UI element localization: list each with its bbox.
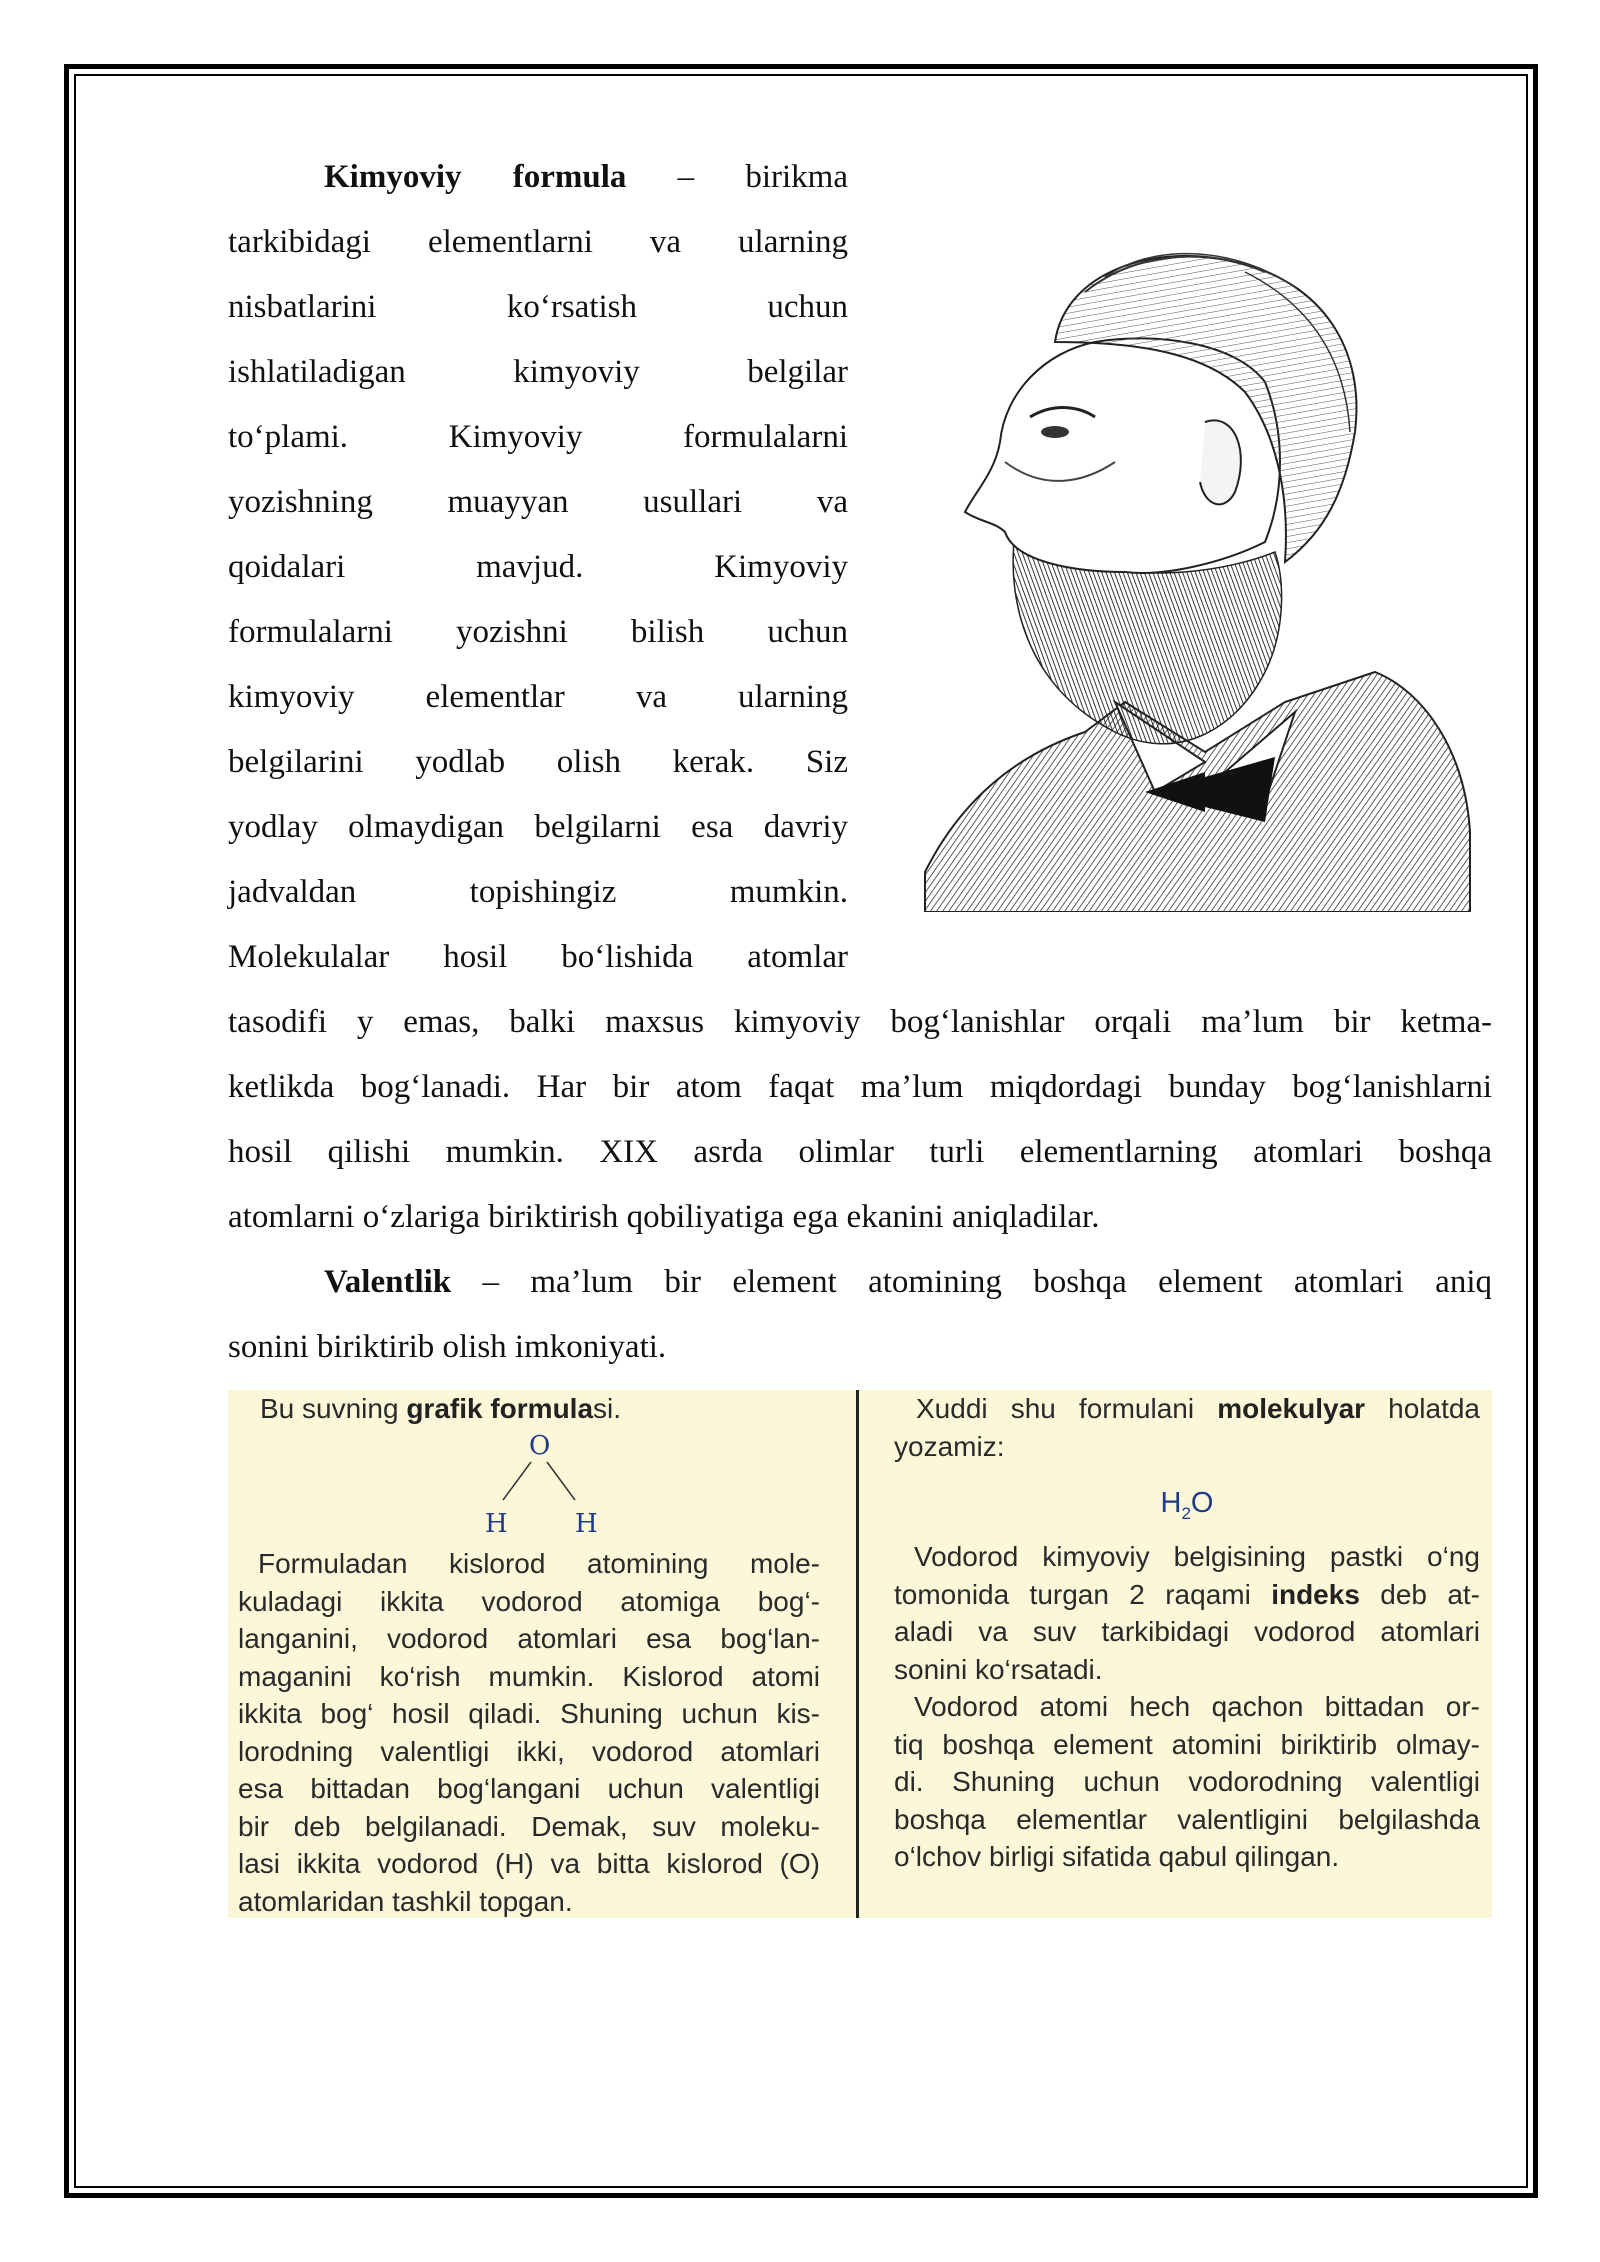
water-molecular-formula bbox=[894, 1485, 1480, 1532]
atom-oxygen: O bbox=[529, 1432, 551, 1461]
intro-paragraph bbox=[228, 145, 848, 990]
formula-index: 2 bbox=[1181, 1503, 1191, 1523]
left-line: lasi ikkita vodorod (H) va bitta kislorod (O) bbox=[238, 1848, 820, 1879]
intro-line: yodlay olmaydigan belgilarni esa davriy bbox=[228, 809, 848, 845]
term-index: indeks bbox=[1271, 1578, 1360, 1610]
right-heading-text: Xuddi shu formulani bbox=[916, 1393, 1218, 1424]
intro-line: to‘plami. Kimyoviy formulalarni bbox=[228, 419, 848, 455]
info-left-column bbox=[238, 1390, 820, 1917]
left-line: langanini, vodorod atomlari esa bog‘lan- bbox=[238, 1623, 820, 1654]
right-line: tiq boshqa element atomini biriktirib olmay- bbox=[894, 1728, 1480, 1760]
right-heading-bold: molekulyar bbox=[1217, 1393, 1366, 1424]
right-heading-suffix: holatda bbox=[1365, 1393, 1480, 1424]
left-heading-bold: grafik formula bbox=[406, 1393, 594, 1424]
right-heading bbox=[894, 1390, 1480, 1428]
left-line: lorodning valentligi ikki, vodorod atomlari bbox=[238, 1735, 820, 1767]
right-line-text: deb at- bbox=[1359, 1578, 1481, 1610]
term-chemical-formula: Kimyoviy formula bbox=[324, 159, 627, 195]
column-divider bbox=[856, 1390, 859, 1918]
intro-line: Molekulalar hosil bo‘lishida atomlar bbox=[228, 939, 848, 975]
right-line bbox=[894, 1576, 1480, 1614]
left-line: Formuladan kislorod atomining mole- bbox=[258, 1548, 820, 1579]
intro-line: formulalarni yozishni bilish uchun bbox=[228, 614, 848, 650]
right-line: boshqa elementlar valentligini belgilashda bbox=[894, 1803, 1480, 1835]
left-line: esa bittadan bog‘langani uchun valentligi bbox=[238, 1773, 820, 1804]
right-line: sonini ko‘rsatadi. bbox=[894, 1653, 1103, 1685]
wide-line: ketlikda bog‘lanadi. Har bir atom faqat ma’lum miqdordagi bunday bog‘lanishlarni bbox=[228, 1069, 1492, 1105]
left-explanation bbox=[238, 1545, 820, 1920]
intro-line: tarkibidagi elementlarni va ularning bbox=[228, 224, 848, 260]
portrait-engraving bbox=[905, 232, 1475, 912]
valence-line: sonini biriktirib olish imkoniyati. bbox=[228, 1329, 667, 1365]
intro-line: jadvaldan topishingiz mumkin. bbox=[228, 874, 848, 910]
right-line-text: tomonida turgan 2 raqami bbox=[894, 1578, 1272, 1610]
info-box bbox=[228, 1390, 1492, 1918]
left-heading-suffix: si. bbox=[593, 1393, 622, 1424]
info-right-column bbox=[894, 1390, 1481, 1872]
atom-hydrogen: H bbox=[485, 1509, 508, 1539]
water-graphic-formula bbox=[463, 1432, 613, 1542]
atom-hydrogen: H bbox=[575, 1509, 598, 1539]
bond-line bbox=[503, 1462, 531, 1500]
formula-oxygen: O bbox=[1190, 1487, 1214, 1519]
right-line: aladi va suv tarkibidagi vodorod atomlari bbox=[894, 1616, 1480, 1647]
right-line: o‘lchov birligi sifatida qabul qilingan. bbox=[894, 1841, 1340, 1872]
intro-line: nisbatlarini ko‘rsatish uchun bbox=[228, 289, 848, 325]
left-line: atomlaridan tashkil topgan. bbox=[238, 1885, 573, 1917]
left-line: bir deb belgilanadi. Demak, suv moleku- bbox=[238, 1810, 820, 1842]
intro-continuation bbox=[228, 990, 1492, 1250]
wide-line: tasodifi y emas, balki maxsus kimyoviy bog‘lanishlar orqali ma’lum bir ketma- bbox=[228, 1004, 1492, 1040]
intro-line: ishlatiladigan kimyoviy belgilar bbox=[228, 354, 848, 390]
intro-line: yozishning muayyan usullari va bbox=[228, 484, 848, 520]
left-line: kuladagi ikkita vodorod atomiga bog‘- bbox=[238, 1585, 820, 1617]
formula-hydrogen: H bbox=[1160, 1487, 1182, 1519]
valence-paragraph bbox=[228, 1250, 1492, 1380]
wide-line: hosil qilishi mumkin. XIX asrda olimlar turli elementlarning atomlari boshqa bbox=[228, 1134, 1492, 1170]
right-line: Vodorod kimyoviy belgisining pastki o‘ng bbox=[914, 1541, 1480, 1572]
wide-line: atomlarni o‘zlariga biriktirish qobiliyatiga ega ekanini aniqladilar. bbox=[228, 1199, 1100, 1235]
right-line: di. Shuning uchun vodorodning valentligi bbox=[894, 1766, 1480, 1797]
right-heading-line2: yozamiz: bbox=[894, 1430, 1005, 1462]
left-heading-text: Bu suvning bbox=[260, 1393, 407, 1424]
valence-line: – ma’lum bir element atomining boshqa element atomlari aniq bbox=[482, 1264, 1492, 1300]
left-line: ikkita bog‘ hosil qiladi. Shuning uchun kis- bbox=[238, 1698, 820, 1729]
right-explanation bbox=[894, 1538, 1480, 1876]
intro-line: qoidalari mavjud. Kimyoviy bbox=[228, 549, 848, 585]
intro-line: – birikma bbox=[677, 159, 848, 195]
left-line: maganini ko‘rish mumkin. Kislorod atomi bbox=[238, 1660, 820, 1692]
intro-line: belgilarini yodlab olish kerak. Siz bbox=[228, 744, 848, 780]
bond-line bbox=[547, 1462, 575, 1500]
right-line: Vodorod atomi hech qachon bittadan or- bbox=[914, 1691, 1480, 1722]
intro-line: kimyoviy elementlar va ularning bbox=[228, 679, 848, 715]
term-valence: Valentlik bbox=[324, 1264, 452, 1300]
left-heading bbox=[238, 1390, 820, 1428]
